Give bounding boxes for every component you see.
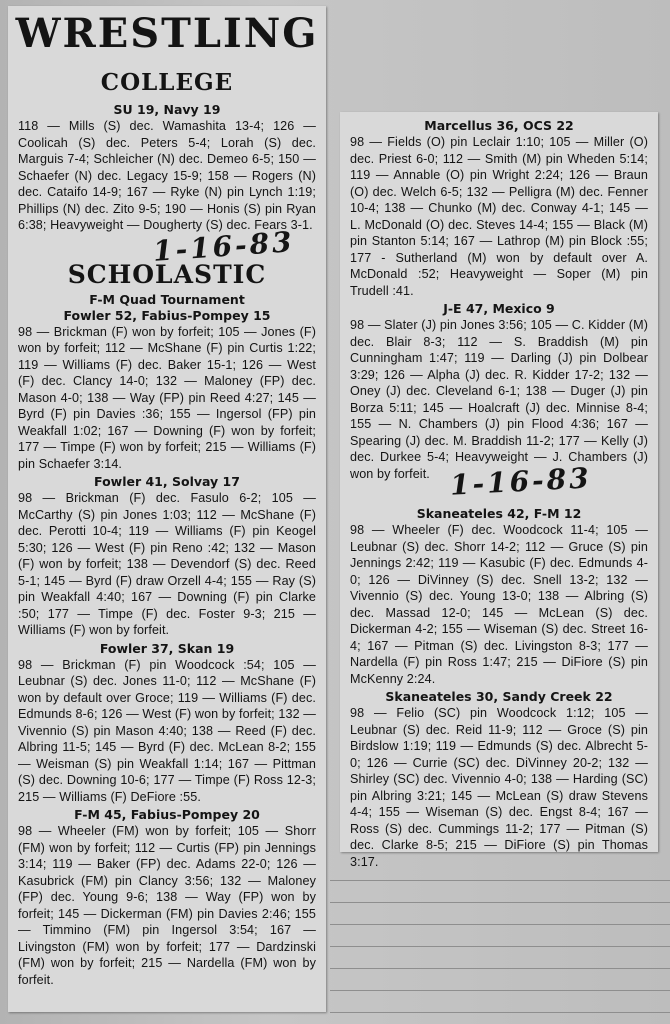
section-scholastic: SCHOLASTIC (67, 259, 267, 289)
meet-results: 98 — Brickman (F) won by forfeit; 105 — Jones (F) won by forfeit; 112 — McShane (F) pin Curtis 1:22; 119 — Williams (F) dec. Baker 15-1; 126 — West (F) dec. Clancy 14-0; 132 — Maloney (FP) dec. Mason 4-0; 138 — Way (FP) pin Reed 4:27; 145 — Byrd (F) pin Davies :36; 155 — Ingersol (FP) pin Weakfall 1:02; 167 — Downing (F) won by forfeit; 177 — Timpe (F) won by forfeit; 215 — Williams (F) pin Schaefer 3:14. (18, 324, 316, 471)
page-rule (330, 880, 670, 881)
meet-results: 98 — Felio (SC) pin Woodcock 1:12; 105 — Leubnar (S) dec. Reid 11-9; 112 — Groce (S) pin Birdslow 1:19; 119 — Edmunds (S) dec. Albrecht 5-0; 126 — Currie (SC) dec. DiVinney 20-2; 132 — Shirley (SC) dec. Vivennio 4-0; 138 — Harding (SC) pin Albring 3:21; 145 — McLean (S) draw Stevens 4-4; 155 — Wiseman (S) dec. Engst 8-4; 167 — Ross (S) dec. Cummings 11-2; 177 — Pitman (S) dec. Clarke 8-5; 215 — DiFiore (S) pin Thomas 3:17. (350, 706, 648, 869)
meet-title: Fowler 37, Skan 19 (99, 640, 235, 656)
meet-title: F-M Quad Tournament (89, 291, 245, 307)
meet-fowler-skan (8, 641, 326, 806)
right-clipping (340, 112, 658, 869)
meet-title: Skaneateles 42, F-M 12 (416, 506, 582, 521)
meet-results: 98 — Fields (O) pin Leclair 1:10; 105 — Miller (O) dec. Priest 6-0; 112 — Smith (M) pin Wheden 5:14; 119 — Annable (O) pin Wright 2:24; 126 — Braun (O) dec. Welch 6-5; 132 — Pelligra (M) dec. Fenner 10-4; 138 — Chunko (M) dec. Conway 4-1; 145 — L. McDonald (O) dec. Steves 14-4; 155 — Black (M) pin Stanton 5:14; 167 — Lathrop (M) pin Block :55; 177 - Sutherland (M) won by default over A. McDonald :52; Heavyweight — Soper (M) pin Trudell :41. (350, 135, 648, 298)
meet-title: Marcellus 36, OCS 22 (424, 118, 574, 133)
meet-title: Fowler 41, Solvay 17 (94, 474, 240, 489)
meet-title: Skaneateles 30, Sandy Creek 22 (385, 689, 613, 704)
meet-skan-sandy (340, 689, 658, 870)
section-college: COLLEGE (100, 69, 234, 96)
meet-subtitle: Fowler 52, Fabius-Pompey 15 (63, 307, 271, 323)
headline: WRESTLING (15, 10, 319, 57)
meet-results: 98 — Wheeler (FM) won by forfeit; 105 — Shorr (FM) won by forfeit; 112 — Curtis (FP) pin Jennings 3:14; 119 — Baker (FP) dec. Adams 22-0; 126 — Kasubrick (FM) pin Clancy 3:56; 132 — Maloney (FP) dec. Young 9-6; 138 — Way (FP) won by forfeit; 145 — Dickerman (FM) pin Davies 2:46; 155 — Timmino (FM) pin Ingersol 3:54; 167 — Livingston (FM) won by forfeit; 177 — Dardzinski (FM) won by forfeit; 215 — Nardella (FM) won by forfeit. (18, 824, 316, 987)
handwritten-date: 1-16-83 (449, 461, 593, 502)
meet-fm-quad (8, 292, 326, 473)
page-rule (330, 1012, 670, 1013)
page-rule (330, 946, 670, 947)
page-rule (330, 924, 670, 925)
page-rule (330, 968, 670, 969)
meet-results: 98 — Wheeler (F) dec. Woodcock 11-4; 105 — Leubnar (S) dec. Shorr 14-2; 112 — Gruce (S) pin Jennings 2:42; 119 — Kasubic (F) dec. Edmunds 4-0; 126 — DiVinney (S) dec. Snell 13-2; 132 — Vivennio (S) dec. Young 13-0; 138 — Albring (S) dec. Massad 12-0; 145 — McLean (S) dec. Dickerman 4-2; 155 — Wiseman (S) dec. Street 16-4; 167 — Pitman (S) dec. Livingston 8-3; 177 — Nardella (F) pin Ross 1:47; 215 — DiFiore (S) pin McKenny 2:24. (350, 523, 648, 686)
meet-title: F-M 45, Fabius-Pompey 20 (74, 807, 260, 822)
handwritten-date: 1-16-83 (151, 225, 296, 268)
left-clipping (8, 6, 326, 1012)
meet-su-navy (8, 102, 326, 234)
meet-results: 98 — Brickman (F) pin Woodcock :54; 105 — Leubnar (S) dec. Jones 11-0; 112 — McShane (F) won by default over Groce; 119 — Williams (F) dec. Edmunds 8-6; 126 — West (F) won by forfeit; 132 — Vivennio (S) pin Mason 4:40; 138 — Reed (F) dec. Albring 11-5; 145 — Byrd (F) dec. McLean 8-2; 155 — Weisman (S) pin Weakfall 1:14; 167 — Pittman (S) dec. Downing 10-6; 177 — Timpe (F) Ross 12-3; 215 — Williams (F) DeFiore :55. (18, 657, 316, 804)
meet-results: 118 — Mills (S) dec. Wamashita 13-4; 126 — Coolicah (S) dec. Peters 5-4; Lorah (S) dec. Marguis 7-4; Schleicher (N) dec. Demeo 6-5; 150 — Schaefer (N) dec. Legacy 15-9; 158 — Rogers (N) dec. Cataifo 14-9; 167 — Ryke (N) pin Lynch 1:19; Phillips (N) dec. Zito 9-5; 190 — Honis (S) pin Ryan 6:38; Heavyweight — Dougherty (S) dec. Fears 3-1. (18, 119, 316, 232)
meet-fm-fabius (8, 807, 326, 988)
meet-title: J-E 47, Mexico 9 (443, 301, 555, 316)
page-rule (330, 990, 670, 991)
meet-results: 98 — Brickman (F) dec. Fasulo 6-2; 105 — McCarthy (S) pin Jones 1:03; 112 — McShane (F) dec. Perotti 10-4; 119 — Williams (F) pin Keogel 5:30; 126 — West (F) pin Reno :42; 132 — Mason (F) won by forfeit; 138 — Devendorf (S) dec. Reed 5-1; 145 — Byrd (F) draw Orzell 4-4; 155 — Ray (S) pin Weakfall 4:40; 167 — Downing (F) pin Clarke :50; 177 — Timpe (F) dec. Foster 9-3; 215 — Williams (F) won by forfeit. (18, 491, 316, 637)
meet-fowler-solvay (8, 474, 326, 639)
page-rule (330, 902, 670, 903)
meet-results: 98 — Slater (J) pin Jones 3:56; 105 — C. Kidder (M) dec. Blair 8-3; 112 — S. Braddish (M) pin Cunningham 1:47; 119 — Darling (J) pin Dolbear 3:29; 126 — Alpha (J) dec. R. Kidder 17-2; 132 — Oney (J) dec. Cleveland 6-1; 138 — Duger (J) pin Borza 5:11; 145 — Hoalcraft (J) dec. Minnise 8-4; 155 — N. Chambers (J) pin Flood 4:36; 167 — Spearing (J) dec. M. Braddish 11-2; 177 — Kelly (J) dec. Durkee 5-4; Heavyweight — J. Chambers (J) won by forfeit. (350, 318, 648, 481)
meet-marcellus-ocs (340, 118, 658, 299)
meet-je-mexico (340, 301, 658, 482)
meet-title: SU 19, Navy 19 (113, 102, 221, 117)
meet-skan-fm (340, 506, 658, 687)
